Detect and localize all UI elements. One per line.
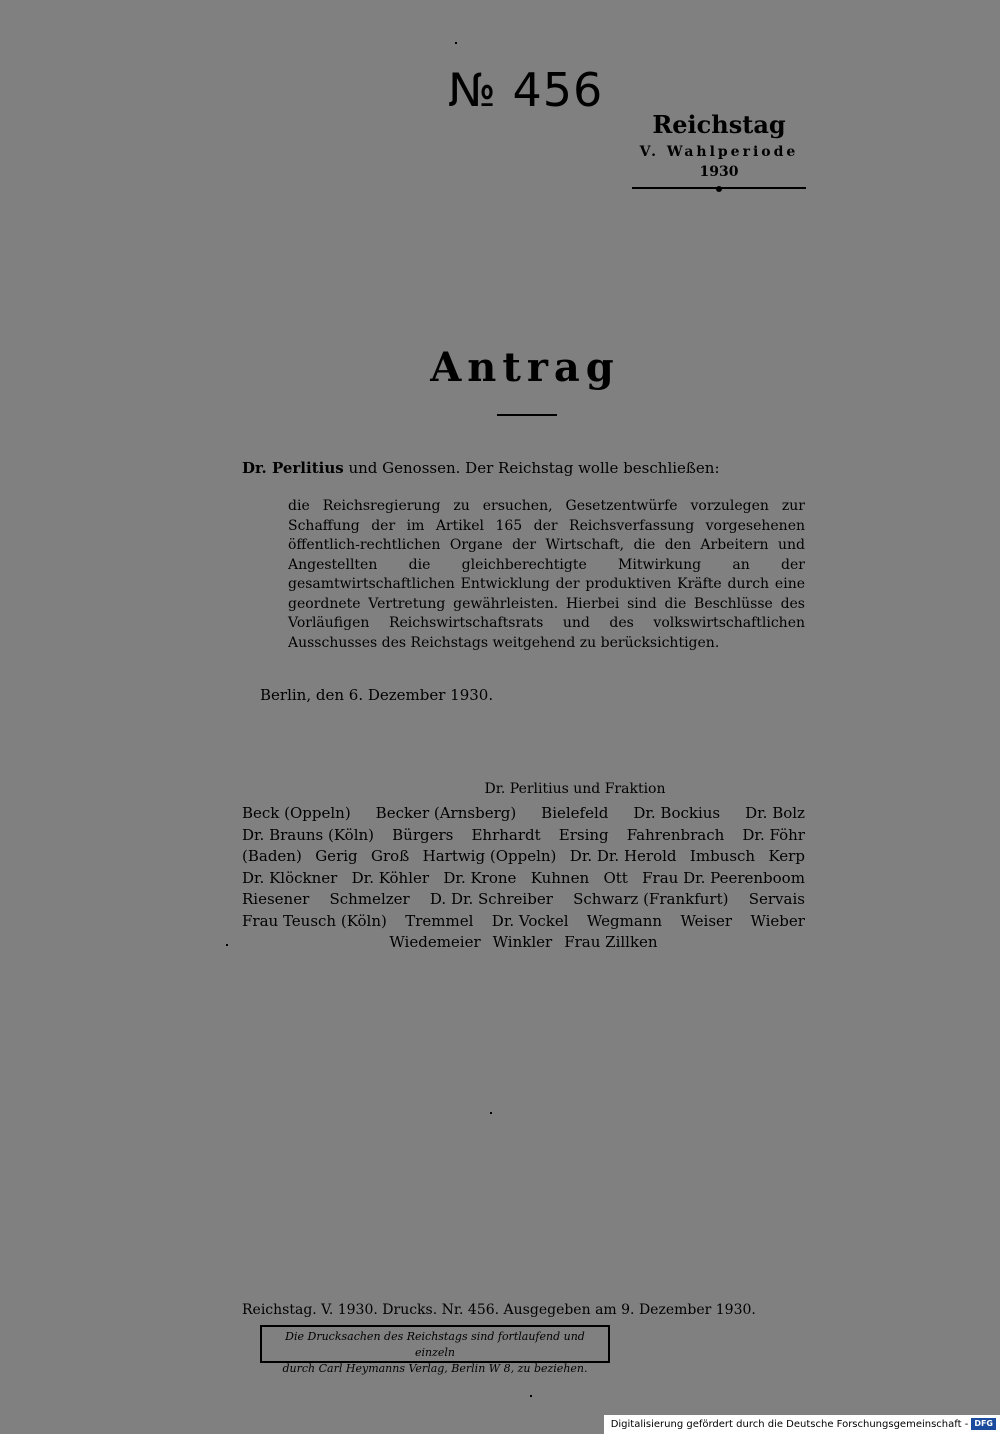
signatory-name: Kerp bbox=[768, 847, 805, 865]
signatory-name: Dr. Klöckner bbox=[242, 868, 338, 887]
signatory-name: Ehrhardt bbox=[471, 825, 541, 844]
signatory-line bbox=[242, 846, 805, 868]
signatory-name: Wegmann bbox=[586, 911, 663, 930]
distribution-note-line: Die Drucksachen des Reichstags sind fortlaufend und einzeln bbox=[285, 1330, 585, 1359]
institution-title: Reichstag bbox=[652, 110, 786, 139]
motion-author: Dr. Perlitius bbox=[242, 459, 344, 477]
signatory-name: Schmelzer bbox=[329, 890, 410, 908]
signatory-line bbox=[242, 932, 805, 954]
signatory-line bbox=[242, 825, 805, 847]
footer-credit: Digitalisierung gefördert durch die Deutsche Forschungsgemeinschaft - bbox=[610, 1419, 969, 1430]
signatory-name: Imbusch bbox=[689, 847, 756, 865]
signatory-name: Riesener bbox=[242, 890, 310, 908]
digitization-footer bbox=[604, 1415, 1000, 1434]
signatory-name: Gerig bbox=[315, 847, 358, 865]
header-rule-ornament bbox=[716, 186, 722, 192]
reichstag-header bbox=[632, 108, 806, 182]
print-imprint: Reichstag. V. 1930. Drucks. Nr. 456. Ausgegeben am 9. Dezember 1930. bbox=[242, 1302, 756, 1318]
signatory-name: Tremmel bbox=[405, 911, 474, 930]
signatory-name: Schwarz (Frankfurt) bbox=[573, 890, 729, 908]
signatory-name: Ersing bbox=[558, 825, 609, 844]
signatory-name: Dr. Vockel bbox=[491, 911, 569, 930]
scan-speck bbox=[530, 1395, 532, 1397]
title-rule bbox=[497, 414, 557, 416]
signatory-line bbox=[242, 868, 805, 890]
signatory-name: (Baden) bbox=[242, 847, 302, 865]
signatory-name: Beck (Oppeln) bbox=[242, 804, 351, 822]
scan-speck bbox=[455, 42, 457, 44]
signatories-list bbox=[242, 803, 805, 954]
signatory-name: Frau Dr. Peerenboom bbox=[642, 868, 805, 887]
signatory-name: Dr. Dr. Herold bbox=[569, 847, 677, 865]
signatory-line bbox=[242, 911, 805, 933]
signatory-name: Dr. Bockius bbox=[633, 804, 721, 822]
signatory-name: Wieber bbox=[750, 911, 805, 930]
signatory-name: Frau Zillken bbox=[564, 933, 658, 951]
header-year: 1930 bbox=[699, 164, 739, 180]
signatories-heading: Dr. Perlitius und Fraktion bbox=[484, 781, 666, 797]
signatory-name: Dr. Bolz bbox=[745, 804, 805, 822]
signatory-name: Fahrenbrach bbox=[626, 825, 725, 844]
dfg-logo: DFG bbox=[971, 1418, 996, 1430]
signatory-name: Ott bbox=[603, 868, 628, 887]
dateline: Berlin, den 6. Dezember 1930. bbox=[260, 686, 494, 704]
signatory-name: Frau Teusch (Köln) bbox=[242, 911, 387, 930]
signatory-name: Dr. Föhr bbox=[742, 825, 805, 844]
signatory-name: Bürgers bbox=[392, 825, 454, 844]
signatory-name: Becker (Arnsberg) bbox=[375, 804, 517, 822]
signatory-line bbox=[242, 889, 805, 911]
signatory-name: Servais bbox=[748, 890, 805, 908]
signatory-name: Kuhnen bbox=[530, 868, 590, 887]
signatory-name: Weiser bbox=[680, 911, 733, 930]
motion-intro-text: und Genossen. Der Reichstag wolle beschließen: bbox=[348, 459, 720, 477]
signatory-name: Wiedemeier bbox=[389, 933, 481, 951]
signatory-name: Bielefeld bbox=[541, 804, 609, 822]
signatory-line bbox=[242, 803, 805, 825]
legislative-period: V. Wahlperiode bbox=[639, 144, 799, 160]
signatory-name: Dr. Krone bbox=[443, 868, 517, 887]
signatory-name: Hartwig (Oppeln) bbox=[422, 847, 557, 865]
signatory-name: Dr. Köhler bbox=[351, 868, 430, 887]
distribution-note bbox=[260, 1325, 610, 1375]
scan-speck bbox=[226, 944, 228, 946]
document-type-title: Antrag bbox=[430, 344, 620, 391]
signatory-name: D. Dr. Schreiber bbox=[429, 890, 553, 908]
motion-intro bbox=[242, 458, 842, 478]
document-number: № 456 bbox=[448, 63, 604, 117]
motion-body: die Reichsregierung zu ersuchen, Gesetzentwürfe vorzulegen zur Schaffung der im Artikel 165 der Reichsverfassung vorgesehenen öffentlich-rechtlichen Organe der Wirtschaft, die den Arbeitern und Angestellten die gleichberechtigte Mitwirkung an der gesamtwirtschaftlichen Entwicklung der produktiven Kräfte durch eine geordnete Vertretung gewährleisten. Hierbei sind die Beschlüsse des Vorläufigen Reichswirtschaftsrats und des volkswirtschaftlichen Ausschusses des Reichstags weitgehend zu berücksichtigen. bbox=[288, 498, 805, 651]
scan-speck bbox=[490, 1112, 492, 1114]
signatory-name: Winkler bbox=[492, 933, 553, 951]
distribution-note-line: durch Carl Heymanns Verlag, Berlin W 8, zu beziehen. bbox=[282, 1362, 588, 1375]
signatory-name: Groß bbox=[371, 847, 410, 865]
signatory-name: Dr. Brauns (Köln) bbox=[242, 825, 375, 844]
